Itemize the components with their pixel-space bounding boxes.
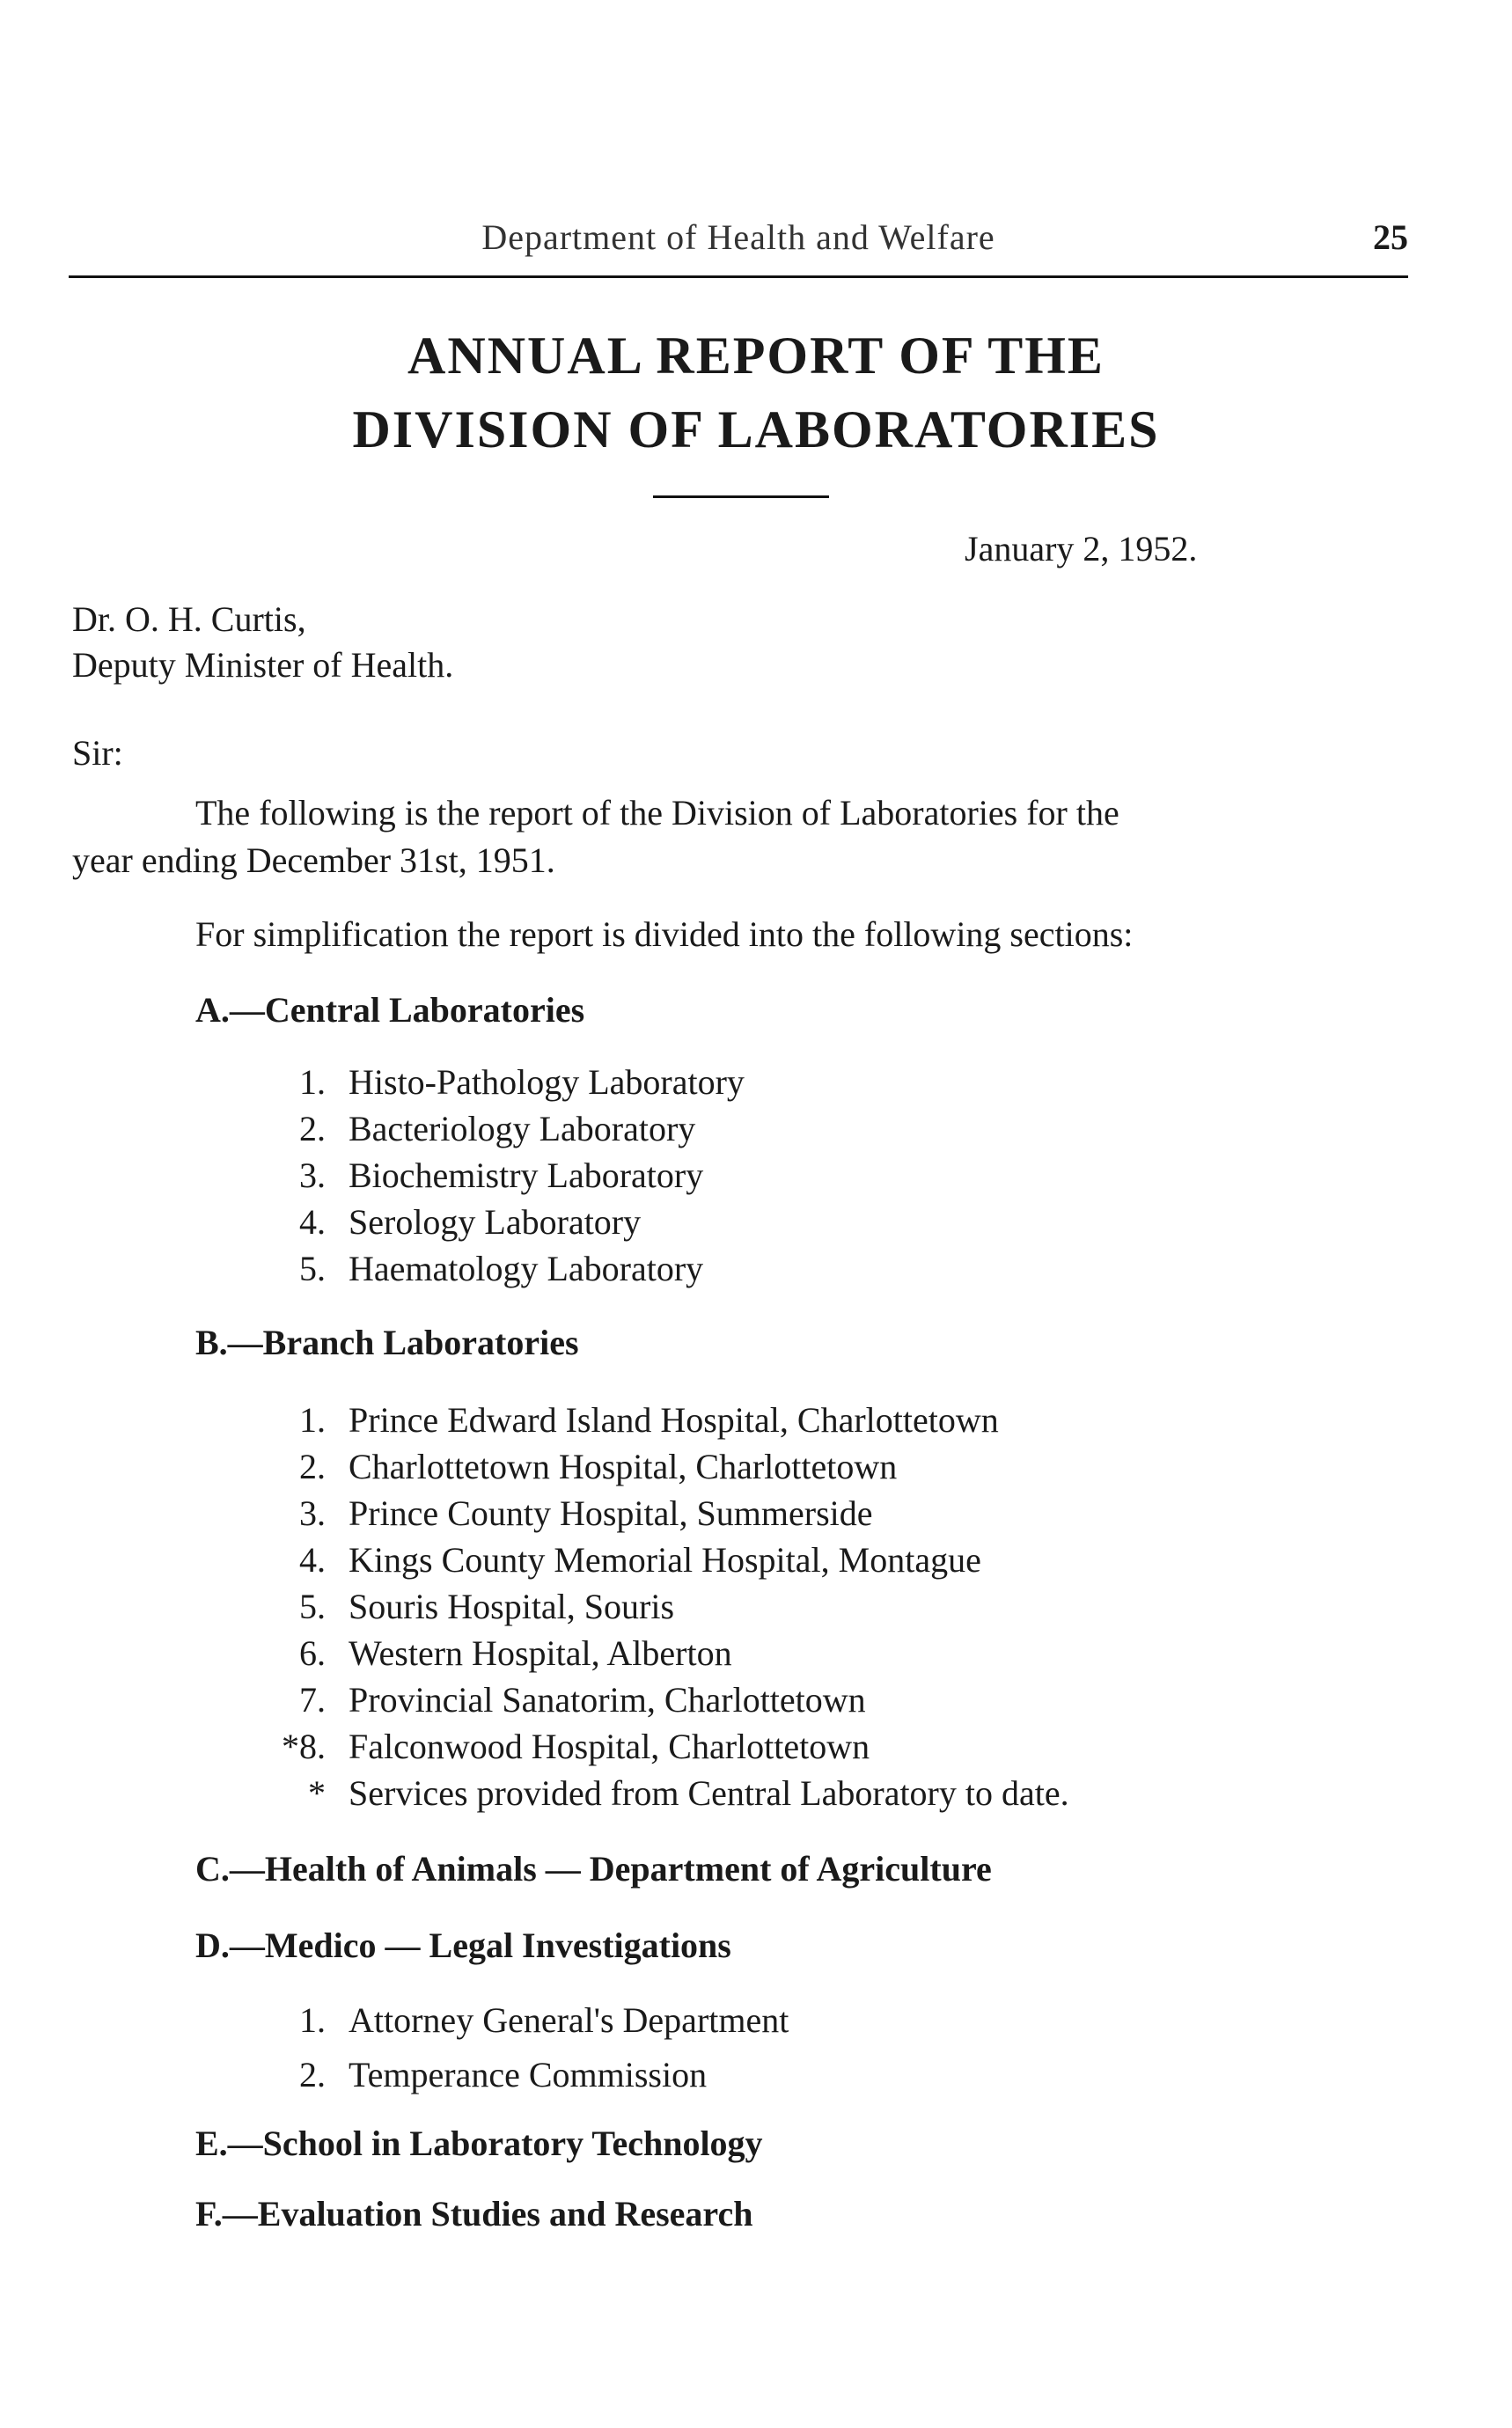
list-item: 5. Souris Hospital, Souris xyxy=(299,1587,675,1626)
section-d-heading: D.—Medico — Legal Investigations xyxy=(195,1926,731,1965)
report-title-line1: ANNUAL REPORT OF THE xyxy=(407,326,1105,385)
report-title-line2: DIVISION OF LABORATORIES xyxy=(352,400,1160,458)
page-number: 25 xyxy=(1373,217,1408,257)
salutation: Sir: xyxy=(72,733,123,773)
list-item: 3. Prince County Hospital, Summerside xyxy=(299,1493,873,1533)
intro-line-1: The following is the report of the Division of Laboratories for the xyxy=(195,793,1119,833)
list-item: 2. Temperance Commission xyxy=(299,2055,708,2094)
list-item: 1. Prince Edward Island Hospital, Charlottetown xyxy=(299,1400,999,1440)
list-item: 5. Haematology Laboratory xyxy=(299,1249,704,1288)
list-item: 2. Charlottetown Hospital, Charlottetown xyxy=(299,1447,898,1486)
list-item: *8. Falconwood Hospital, Charlottetown xyxy=(282,1727,870,1766)
section-b-heading: B.—Branch Laboratories xyxy=(195,1323,579,1362)
section-e-heading: E.—School in Laboratory Technology xyxy=(195,2124,763,2163)
letter-date: January 2, 1952. xyxy=(965,529,1198,568)
footnote-item: * Services provided from Central Laboratory to date. xyxy=(308,1773,1069,1813)
list-item: 6. Western Hospital, Alberton xyxy=(299,1633,732,1673)
running-header xyxy=(69,216,1408,269)
running-title: Department of Health and Welfare xyxy=(481,217,995,257)
list-item: 1. Histo-Pathology Laboratory xyxy=(299,1062,745,1102)
list-item: 3. Biochemistry Laboratory xyxy=(299,1155,704,1195)
list-item: 4. Kings County Memorial Hospital, Montague xyxy=(299,1540,981,1580)
sections-intro: For simplification the report is divided into the following sections: xyxy=(195,914,1134,954)
section-a-heading: A.—Central Laboratories xyxy=(195,990,585,1030)
list-item: 2. Bacteriology Laboratory xyxy=(299,1109,696,1148)
addressee-title: Deputy Minister of Health. xyxy=(72,645,454,685)
addressee-name: Dr. O. H. Curtis, xyxy=(72,599,306,639)
list-item: 4. Serology Laboratory xyxy=(299,1202,642,1242)
section-c-heading: C.—Health of Animals — Department of Agriculture xyxy=(195,1849,992,1889)
intro-line-2: year ending December 31st, 1951. xyxy=(72,840,555,880)
section-f-heading: F.—Evaluation Studies and Research xyxy=(195,2194,753,2234)
list-item: 7. Provincial Sanatorim, Charlottetown xyxy=(299,1680,866,1720)
list-item: 1. Attorney General's Department xyxy=(299,2000,789,2040)
header-rule xyxy=(69,275,1408,278)
title-rule xyxy=(653,495,829,498)
